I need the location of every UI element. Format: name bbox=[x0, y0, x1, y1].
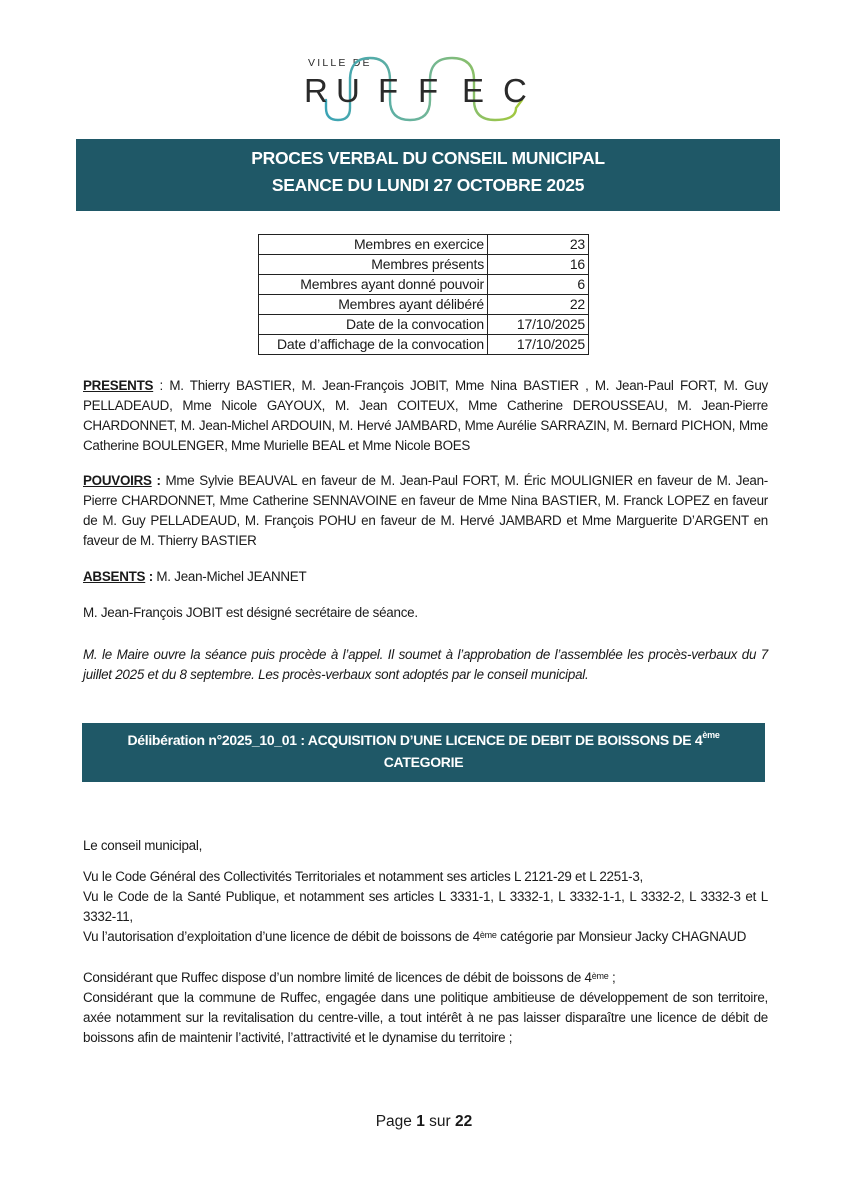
council-intro: Le conseil municipal, bbox=[83, 838, 203, 853]
presents-label: PRESENTS bbox=[83, 378, 154, 393]
vu-clauses bbox=[83, 867, 768, 947]
row-value: 22 bbox=[488, 295, 589, 315]
row-label: Membres présents bbox=[259, 255, 488, 275]
absents-label: ABSENTS bbox=[83, 569, 146, 584]
considerant-clause: Considérant que la commune de Ruffec, engagée dans une politique ambitieuse de développement de son territoire, axée notamment sur la revitalisation du centre-ville, a tout intérêt à ne pas laisser disparaître une licence de débit de boissons afin de maintenir l’activité, l’attractivité et le dynamise du territoire ; bbox=[83, 990, 768, 1045]
logo-letter-f1: F bbox=[378, 72, 399, 109]
table-row bbox=[259, 295, 589, 315]
current-page: 1 bbox=[416, 1113, 425, 1130]
deliberation-title-text: Délibération n°2025_10_01 : ACQUISITION D’UNE LICENCE DE DEBIT DE BOISSONS DE 4 bbox=[127, 732, 703, 748]
vu-clause bbox=[83, 927, 768, 947]
row-label: Membres ayant donné pouvoir bbox=[259, 275, 488, 295]
document-title: PROCES VERBAL DU CONSEIL MUNICIPAL bbox=[251, 148, 605, 168]
considerant-clauses bbox=[83, 968, 768, 1048]
absents-paragraph bbox=[83, 567, 768, 587]
ruffec-logo bbox=[300, 50, 550, 125]
of-label: sur bbox=[429, 1113, 451, 1130]
logo-letter-u: U bbox=[336, 72, 360, 109]
deliberation-banner bbox=[82, 723, 765, 782]
considerant-text: Considérant que Ruffec dispose d’un nombre limité de licences de débit de boissons de 4 bbox=[83, 970, 592, 985]
page-label: Page bbox=[375, 1113, 412, 1130]
row-value: 17/10/2025 bbox=[488, 315, 589, 335]
secretary-paragraph: M. Jean-François JOBIT est désigné secrétaire de séance. bbox=[83, 605, 418, 620]
considerant-clause bbox=[83, 968, 768, 988]
row-value: 16 bbox=[488, 255, 589, 275]
logo-letter-f2: F bbox=[418, 72, 439, 109]
pouvoirs-label: POUVOIRS bbox=[83, 473, 152, 488]
ordinal-suffix: ème bbox=[479, 930, 497, 940]
row-label: Date d’affichage de la convocation bbox=[259, 335, 488, 355]
table-row bbox=[259, 335, 589, 355]
logo-letter-c: C bbox=[503, 72, 527, 109]
deliberation-title-line2: CATEGORIE bbox=[383, 754, 464, 770]
pouvoirs-list: Mme Sylvie BEAUVAL en faveur de M. Jean-Paul FORT, M. Éric MOULIGNIER en faveur de M. Jean-Pierre CHARDONNET, Mme Catherine SENNAVOINE en faveur de Mme Nina BASTIER, M. Franck LOPEZ en faveur de M. Guy PELLADEAUD, M. François POHU en faveur de M. Hervé JAMBARD et Mme Marguerite D’ARGENT en faveur de M. Thierry BASTIER bbox=[83, 473, 769, 548]
presents-list: M. Thierry BASTIER, M. Jean-François JOBIT, Mme Nina BASTIER , M. Jean-Paul FORT, M. Guy PELLADEAUD, Mme Nicole GAYOUX, M. Jean COITEUX, Mme Catherine DEROUSSEAU, M. Jean-Pierre CHARDONNET, M. Jean-Michel ARDOUIN, M. Hervé JAMBARD, Mme Aurélie SARRAZIN, M. Bernard PICHON, Mme Catherine BOULENGER, Mme Murielle BEAL et Mme Nicole BOES bbox=[83, 378, 768, 453]
row-label: Membres ayant délibéré bbox=[259, 295, 488, 315]
title-banner bbox=[76, 139, 780, 211]
page-footer bbox=[0, 1113, 848, 1131]
vu-clause-text: catégorie par Monsieur Jacky CHAGNAUD bbox=[496, 929, 747, 944]
vu-clause-text: Vu l’autorisation d’exploitation d’une licence de débit de boissons de 4 bbox=[83, 929, 480, 944]
ordinal-suffix: ème bbox=[591, 971, 609, 981]
row-label: Date de la convocation bbox=[259, 315, 488, 335]
row-value: 17/10/2025 bbox=[488, 335, 589, 355]
attendance-table bbox=[258, 234, 589, 355]
logo-letter-r: R bbox=[304, 72, 328, 109]
logo-letter-e: E bbox=[462, 72, 485, 109]
session-date: SEANCE DU LUNDI 27 OCTOBRE 2025 bbox=[271, 175, 585, 195]
table-row bbox=[259, 235, 589, 255]
presents-paragraph bbox=[83, 376, 768, 456]
absents-separator: : bbox=[145, 569, 157, 584]
row-value: 6 bbox=[488, 275, 589, 295]
considerant-text: ; bbox=[608, 970, 616, 985]
total-pages: 22 bbox=[455, 1113, 473, 1130]
logo-prefix: VILLE DE bbox=[308, 57, 372, 69]
deliberation-title bbox=[82, 732, 765, 748]
vu-clause: Vu le Code de la Santé Publique, et notamment ses articles L 3331-1, L 3332-1, L 3332-1-1, L 3332-2, L 3332-3 et L 3332-11, bbox=[83, 889, 768, 924]
absents-list: M. Jean-Michel JEANNET bbox=[156, 569, 307, 584]
row-label: Membres en exercice bbox=[259, 235, 488, 255]
table-row bbox=[259, 315, 589, 335]
pouvoirs-paragraph bbox=[83, 471, 768, 551]
table-row bbox=[259, 275, 589, 295]
ordinal-suffix: ème bbox=[702, 730, 720, 740]
pouvoirs-separator: : bbox=[151, 473, 166, 488]
table-row bbox=[259, 255, 589, 275]
row-value: 23 bbox=[488, 235, 589, 255]
mayor-opening-paragraph: M. le Maire ouvre la séance puis procède à l’appel. Il soumet à l’approbation de l’assemblée les procès-verbaux du 7 juillet 2025 et du 8 septembre. Les procès-verbaux sont adoptés par le conseil municipal. bbox=[83, 647, 768, 682]
presents-separator: : bbox=[153, 378, 170, 393]
vu-clause: Vu le Code Général des Collectivités Territoriales et notamment ses articles L 2121-29 et L 2251-3, bbox=[83, 869, 644, 884]
